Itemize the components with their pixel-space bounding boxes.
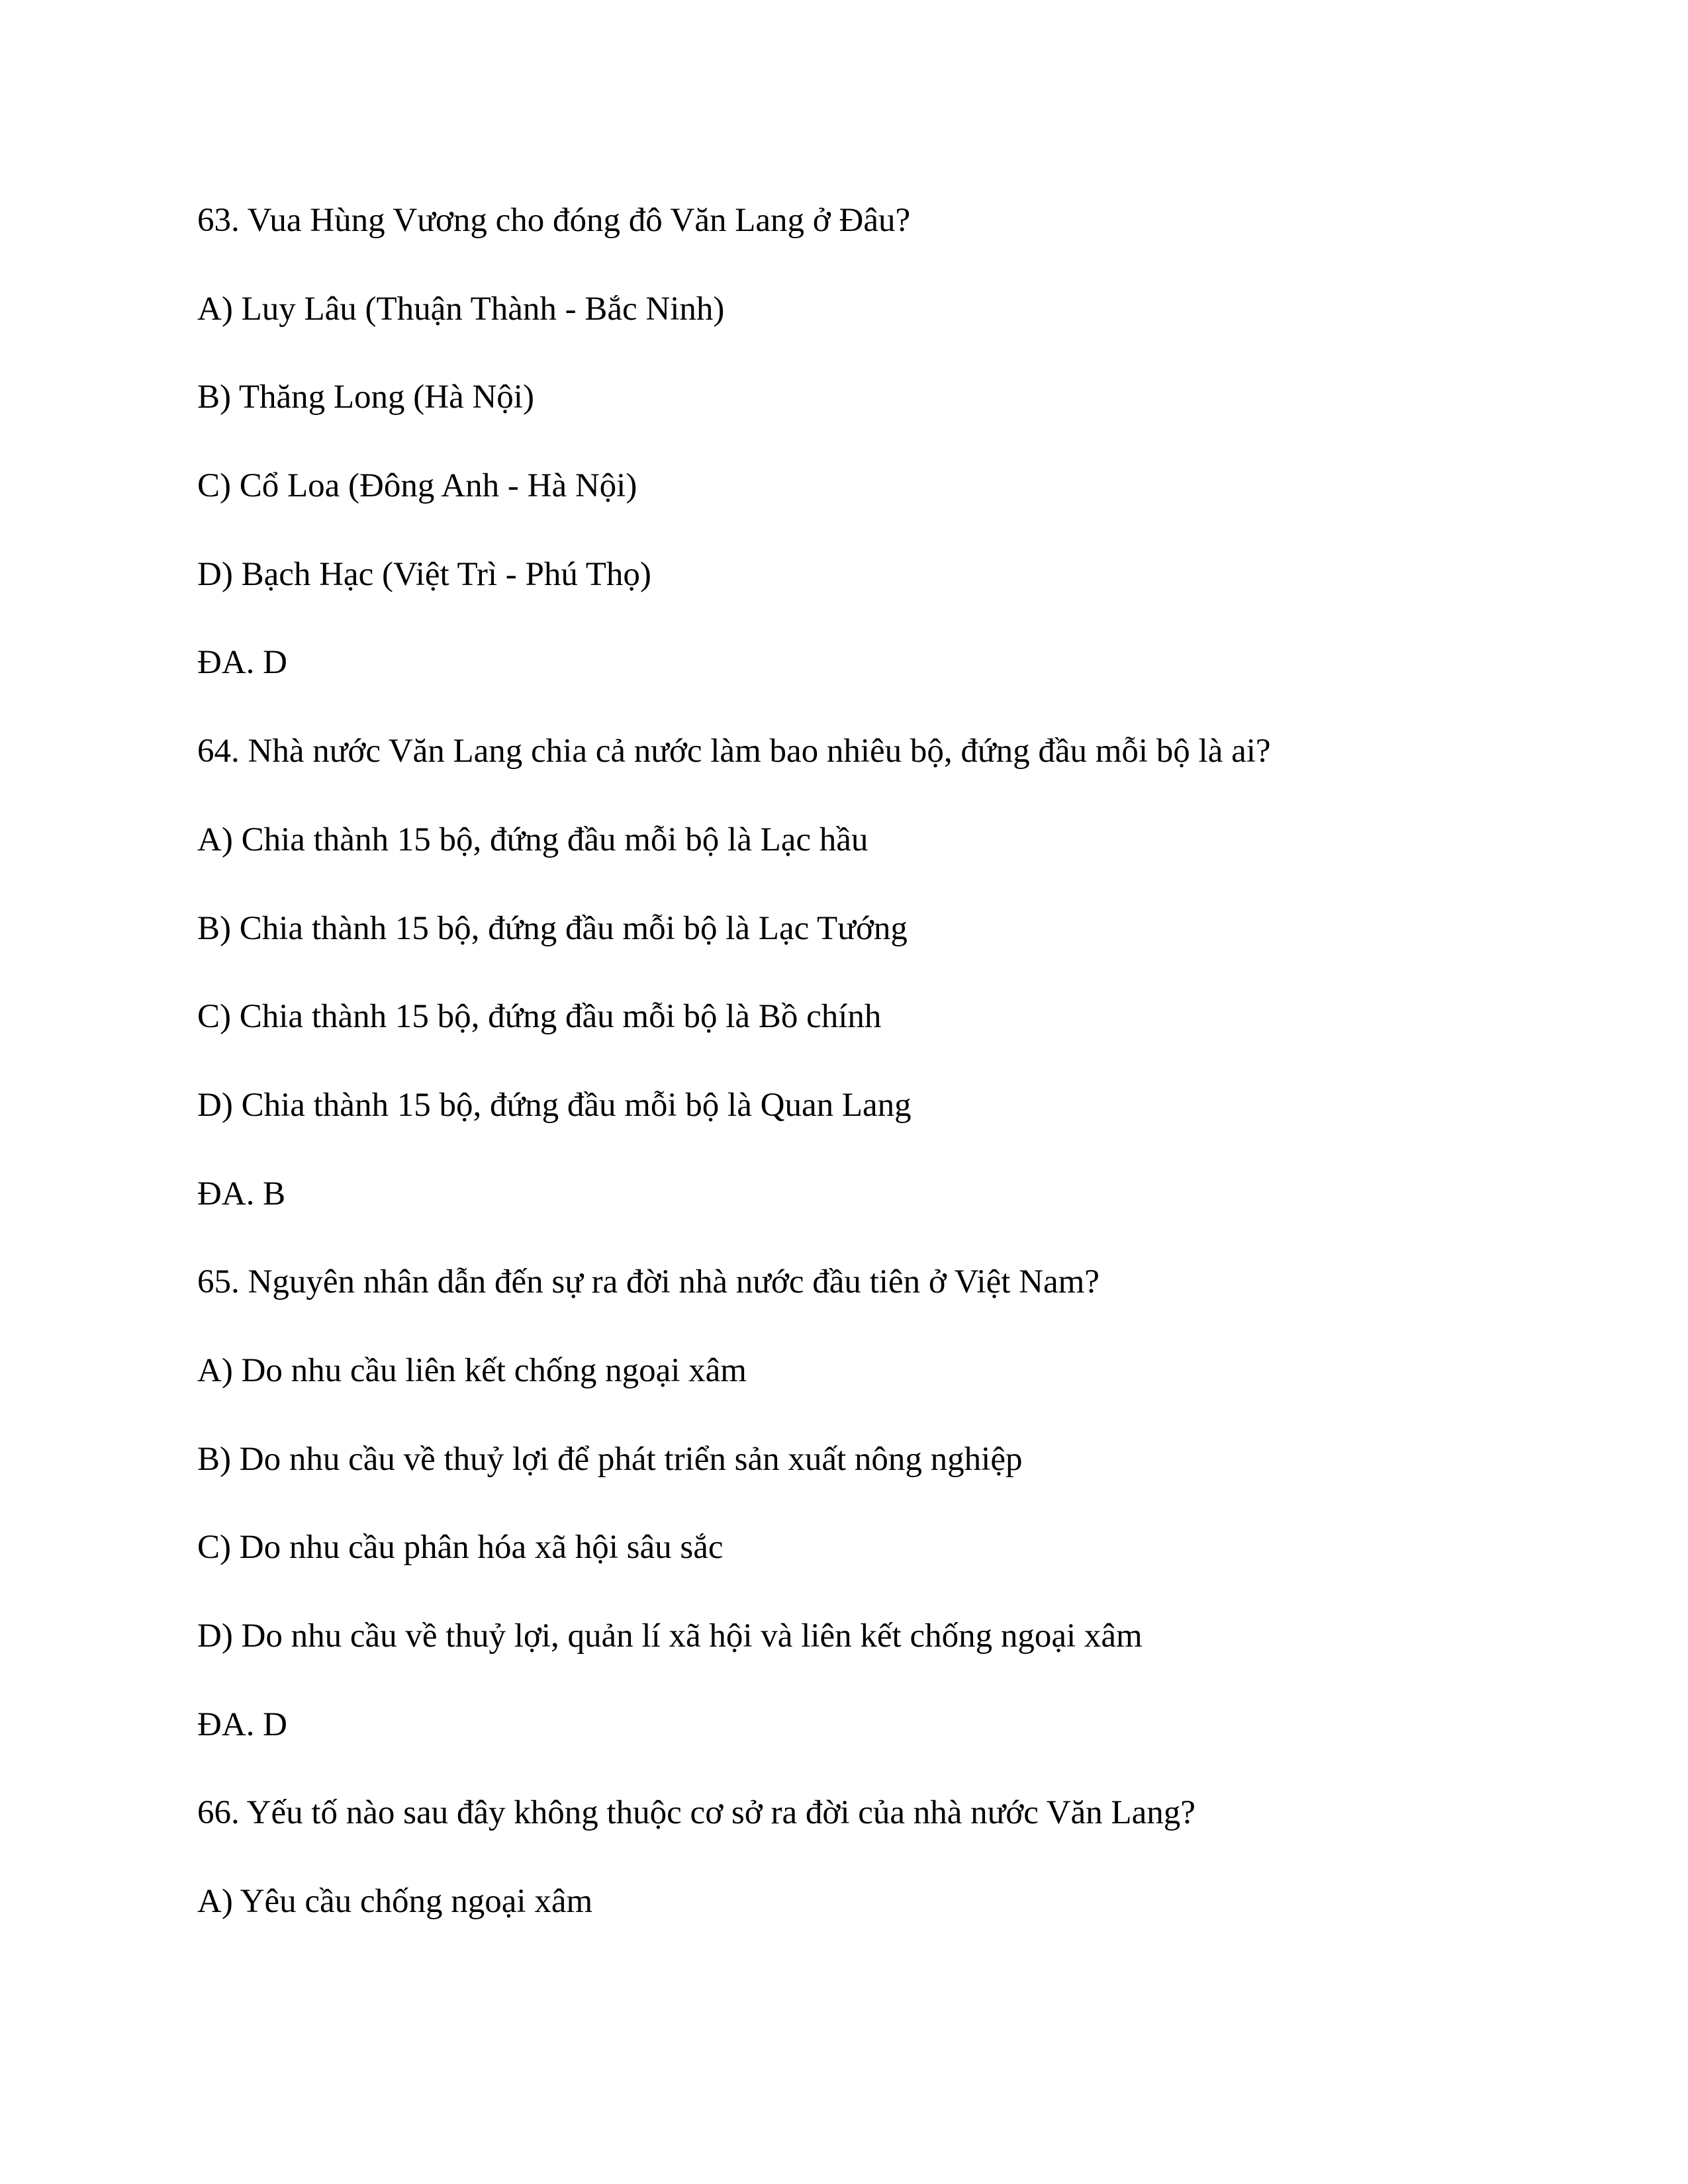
question-64-option-d: D) Chia thành 15 bộ, đứng đầu mỗi bộ là Quan Lang — [197, 1086, 912, 1124]
question-65-option-c: C) Do nhu cầu phân hóa xã hội sâu sắc — [197, 1529, 724, 1567]
question-63-option-d: D) Bạch Hạc (Việt Trì - Phú Thọ) — [197, 555, 651, 593]
question-65-option-a: A) Do nhu cầu liên kết chống ngoại xâm — [197, 1351, 747, 1389]
question-63-option-c: C) Cổ Loa (Đông Anh - Hà Nội) — [197, 467, 637, 505]
question-64-answer: ĐA. B — [197, 1175, 286, 1212]
question-63-option-b: B) Thăng Long (Hà Nội) — [197, 379, 534, 416]
question-64-option-a: A) Chia thành 15 bộ, đứng đầu mỗi bộ là Lạc hầu — [197, 821, 868, 858]
question-66-text: 66. Yếu tố nào sau đây không thuộc cơ sở ra đời của nhà nước Văn Lang? — [197, 1794, 1196, 1832]
question-65-answer: ĐA. D — [197, 1706, 287, 1743]
question-64-option-c: C) Chia thành 15 bộ, đứng đầu mỗi bộ là Bồ chính — [197, 998, 882, 1036]
question-65-option-d: D) Do nhu cầu về thuỷ lợi, quản lí xã hội và liên kết chống ngoại xâm — [197, 1617, 1143, 1655]
question-63-answer: ĐA. D — [197, 644, 287, 682]
question-63-text: 63. Vua Hùng Vương cho đóng đô Văn Lang ở Đâu? — [197, 202, 911, 239]
question-65-option-b: B) Do nhu cầu về thuỷ lợi để phát triển sản xuất nông nghiệp — [197, 1440, 1023, 1478]
question-65-text: 65. Nguyên nhân dẫn đến sự ra đời nhà nước đầu tiên ở Việt Nam? — [197, 1263, 1100, 1301]
question-66-option-a: A) Yêu cầu chống ngoại xâm — [197, 1883, 593, 1921]
question-63-option-a: A) Luy Lâu (Thuận Thành - Bắc Ninh) — [197, 290, 725, 328]
question-64-text: 64. Nhà nước Văn Lang chia cả nước làm bao nhiêu bộ, đứng đầu mỗi bộ là ai? — [197, 733, 1271, 770]
question-64-option-b: B) Chia thành 15 bộ, đứng đầu mỗi bộ là Lạc Tướng — [197, 909, 908, 947]
quiz-content — [197, 201, 1521, 1970]
